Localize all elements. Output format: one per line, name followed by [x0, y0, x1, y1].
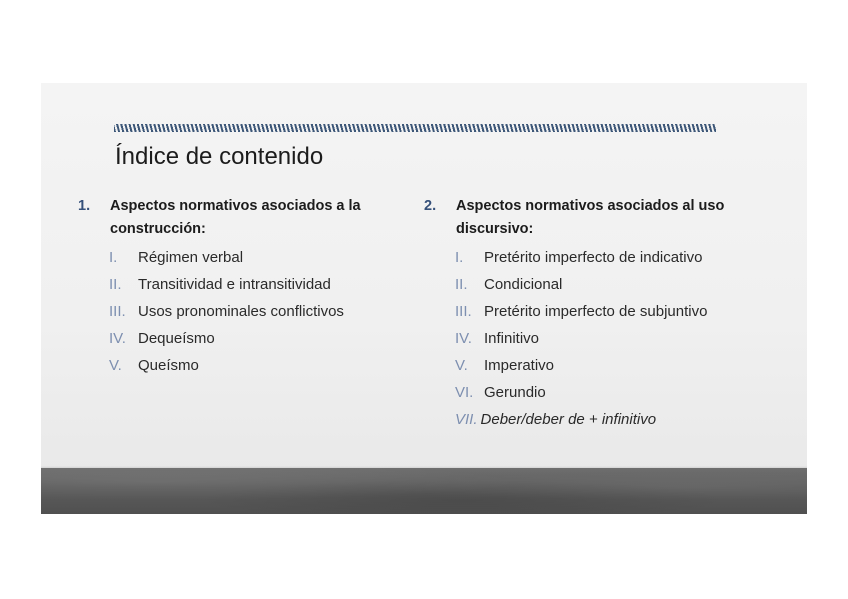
- item-text: Imperativo: [484, 357, 555, 374]
- section-title: Aspectos normativos asociados a la construcción:: [110, 198, 361, 237]
- item-text: Transitividad e intransitividad: [138, 276, 331, 293]
- item-text: Pretérito imperfecto de indicativo: [484, 249, 703, 266]
- section-discursivo: [424, 195, 744, 433]
- section-heading: [78, 195, 398, 241]
- item-text: Usos pronominales conflictivos: [138, 303, 344, 320]
- list-item: [109, 271, 398, 298]
- item-numeral: V.: [109, 357, 122, 374]
- item-text: Pretérito imperfecto de subjuntivo: [484, 303, 708, 320]
- item-numeral: IV.: [109, 330, 126, 347]
- decorative-stripe: [114, 124, 716, 132]
- item-numeral: IV.: [455, 330, 472, 347]
- item-numeral: I.: [109, 249, 118, 266]
- section-title: Aspectos normativos asociados al uso discursivo:: [456, 198, 725, 237]
- list-item: [109, 298, 398, 325]
- section-number: 2.: [424, 198, 437, 214]
- section-number: 1.: [78, 198, 91, 214]
- section-heading: [424, 195, 744, 241]
- slide: [41, 83, 807, 514]
- item-numeral: VII.: [455, 411, 478, 428]
- item-text: Condicional: [484, 276, 563, 293]
- list-item: [455, 352, 744, 379]
- list-item: [455, 271, 744, 298]
- item-text: Queísmo: [138, 357, 199, 374]
- list-item: [455, 406, 744, 433]
- item-text: Régimen verbal: [138, 249, 244, 266]
- slide-title: Índice de contenido: [115, 143, 324, 170]
- list-item: [455, 325, 744, 352]
- item-text: Infinitivo: [484, 330, 540, 347]
- floor-texture: [41, 468, 807, 514]
- item-numeral: V.: [455, 357, 468, 374]
- list-item: [109, 244, 398, 271]
- list-item: [455, 298, 744, 325]
- item-text: Gerundio: [484, 384, 546, 401]
- section-construccion: [78, 195, 398, 379]
- list-item: [455, 244, 744, 271]
- item-numeral: I.: [455, 249, 464, 266]
- item-numeral: VI.: [455, 384, 474, 401]
- section-item-list: [78, 244, 398, 379]
- item-text: Dequeísmo: [138, 330, 215, 347]
- list-item: [109, 352, 398, 379]
- section-item-list: [424, 244, 744, 433]
- item-numeral: III.: [109, 303, 126, 320]
- item-numeral: II.: [109, 276, 122, 293]
- item-numeral: III.: [455, 303, 472, 320]
- list-item: [455, 379, 744, 406]
- item-text: Deber/deber de + infinitivo: [480, 411, 657, 428]
- list-item: [109, 325, 398, 352]
- item-numeral: II.: [455, 276, 468, 293]
